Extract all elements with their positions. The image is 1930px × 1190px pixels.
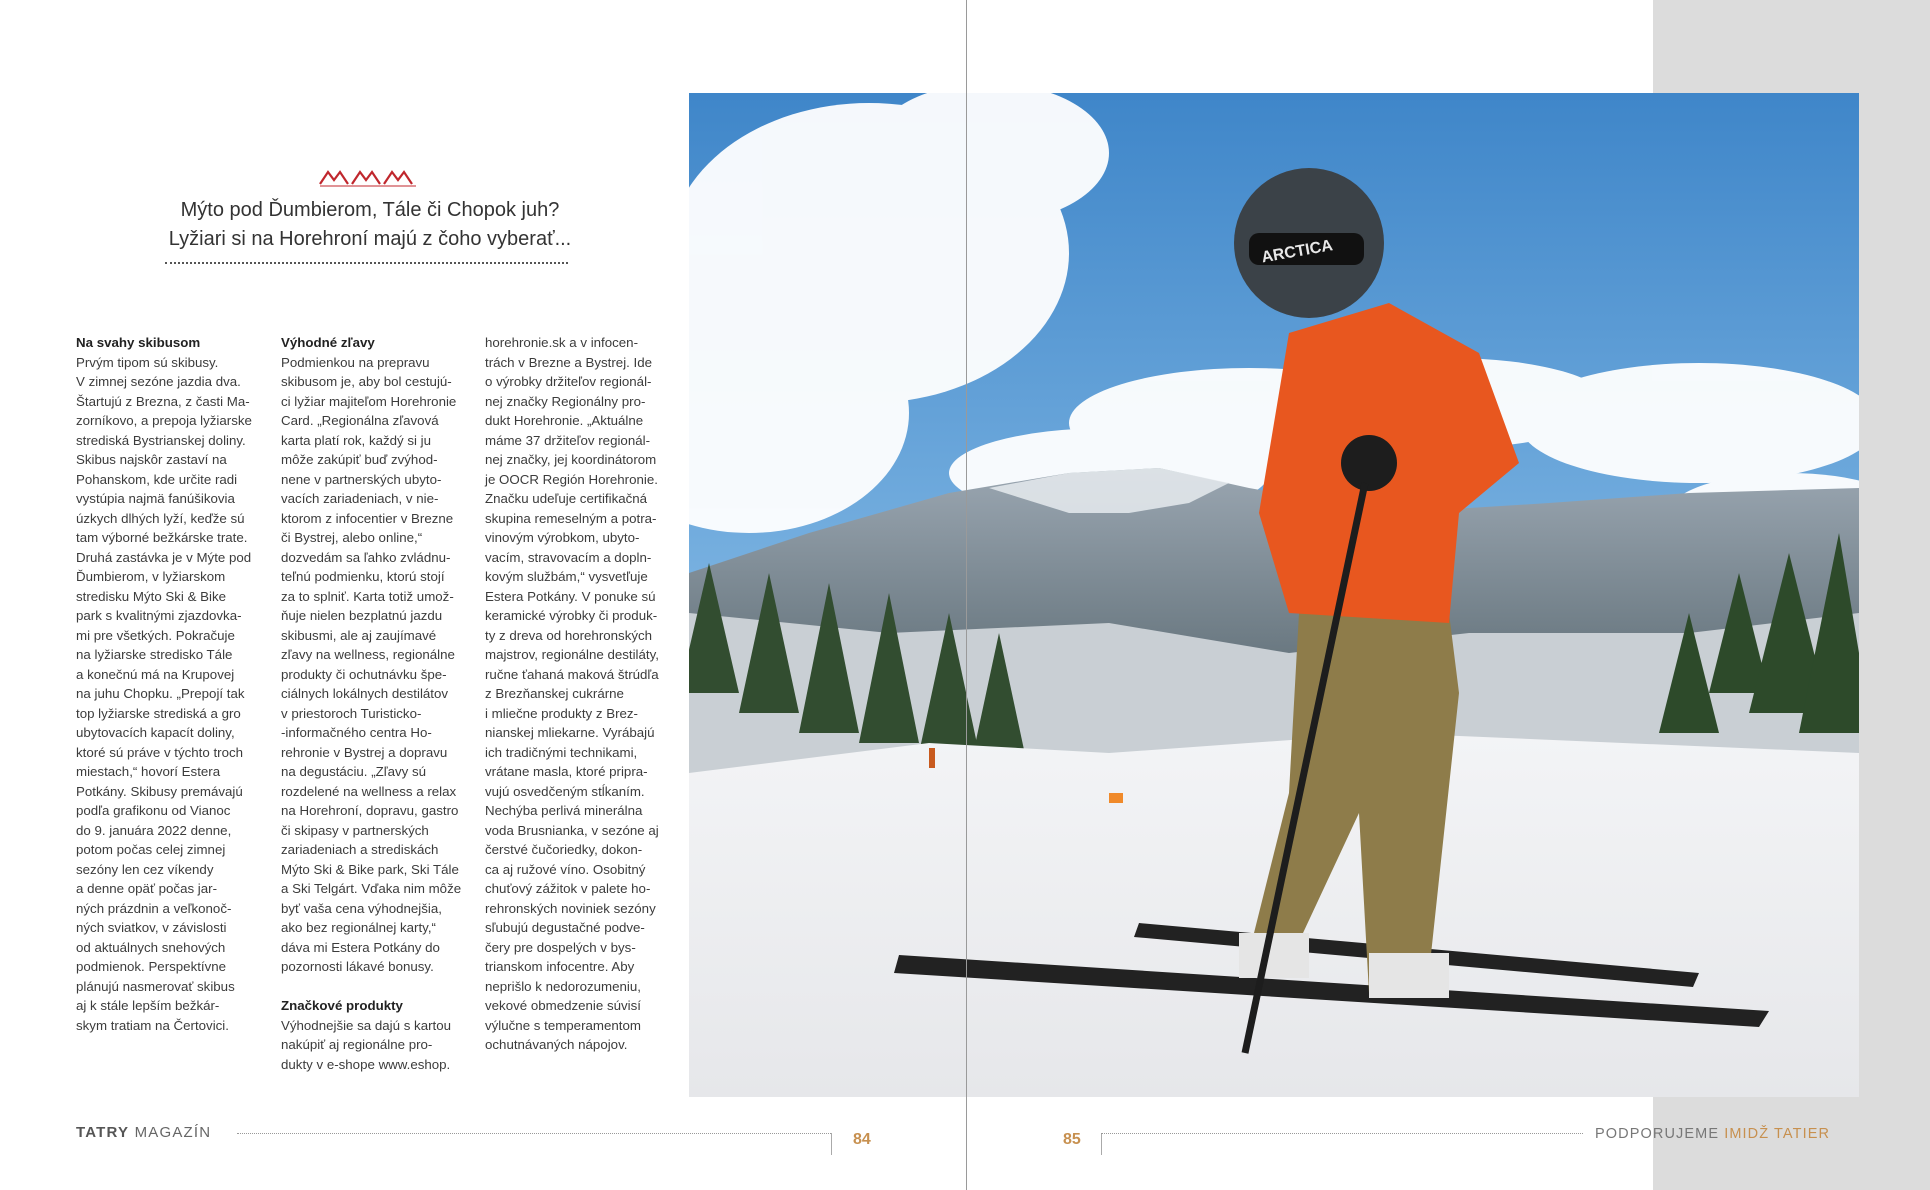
column-text-line: či skipasy v partnerských — [281, 822, 429, 838]
column-text-line: vacích zariadeniach, v nie- — [281, 491, 439, 506]
footer-dotted-rule-left — [237, 1133, 831, 1134]
column-text-line: Pohanskom, kde určite radi — [76, 471, 238, 487]
column-text-line: do 9. januára 2022 denne, — [76, 822, 232, 838]
column-text-line: z Brezňanskej cukrárne — [485, 686, 624, 701]
column-text-line: chuťový zážitok v palete ho- — [485, 881, 651, 896]
column-text-line: ňuje nielen bezplatnú jazdu — [281, 608, 443, 623]
tagline-text: PODPORUJEME — [1595, 1126, 1725, 1142]
column-text-line: o výrobky držiteľov regionál- — [485, 374, 652, 389]
column-text-line: dukt Horehronie. „Aktuálne — [485, 413, 644, 428]
column-text-line: skym tratiam na Čertovici. — [76, 1017, 229, 1033]
column-text-line: vujú osvedčeným stĺkaním. — [485, 783, 645, 799]
column-text-line: nianskej mliekarne. Vyrábajú — [485, 725, 655, 740]
column-text-line: máme 37 držiteľov regionál- — [485, 432, 650, 448]
text-column-1 — [76, 333, 266, 1035]
column-text-line: ciálnych lokálnych destilátov — [281, 686, 449, 701]
column-text-line: ty z dreva od horehronských — [485, 627, 653, 643]
column-text-line: horehronie.sk a v infocen- — [485, 335, 638, 350]
column-text-line: Mýto Ski & Bike park, Ski Tále — [281, 861, 459, 877]
column-subheading: Výhodné zľavy — [281, 335, 375, 350]
column-text-line: čery pre dospelých v bys- — [485, 939, 636, 955]
column-text-line: Výhodnejšie sa dajú s kartou — [281, 1017, 452, 1033]
column-text-line: vacím, stravovacím a dopln- — [485, 549, 652, 565]
column-text-line: skibusom je, aby bol cestujú- — [281, 374, 452, 389]
column-text-line: nej značky Regionálny pro- — [485, 393, 646, 409]
text-column-3 — [485, 333, 675, 1055]
column-text-line: ručne ťahaná maková štrúdľa — [485, 666, 659, 682]
helmet-brand: ARCTICA — [1260, 237, 1335, 267]
column-text-line: Prvým tipom sú skibusy. — [76, 354, 219, 370]
column-text-line: rehronských noviniek sezóny — [485, 900, 656, 916]
brand-light: MAGAZÍN — [129, 1124, 212, 1141]
column-text-line: a denne opäť počas jar- — [76, 881, 218, 896]
column-text-line: na degustáciu. „Zľavy sú — [281, 764, 427, 779]
column-text-line: podľa grafikonu od Vianoc — [76, 803, 231, 818]
column-text-line: za to splniť. Karta totiž umož- — [281, 588, 454, 604]
page-number-right: 85 — [1063, 1131, 1081, 1148]
footer-tagline — [1595, 1126, 1830, 1142]
column-text-line: na Horehroní, dopravu, gastro — [281, 803, 459, 818]
column-text-line: plánujú nasmerovať skibus — [76, 978, 235, 994]
column-text-line: Nechýba perlivá minerálna — [485, 803, 643, 818]
column-text-line: pozornosti lákavé bonusy. — [281, 959, 434, 974]
column-text-line: potom počas celej zimnej — [76, 842, 226, 857]
column-text-line: skupina remeselným a potra- — [485, 510, 657, 526]
column-text-line: úzkych dlhých lyží, keďže sú — [76, 510, 245, 526]
column-text-line: zariadeniach a strediskách — [281, 842, 439, 857]
column-text-line: od aktuálnych snehových — [76, 939, 226, 955]
column-text-line: neprišlo k nedorozumeniu, — [485, 978, 641, 994]
lead-text — [150, 196, 590, 254]
column-text-line: top lyžiarske strediská a gro — [76, 705, 241, 721]
column-text-line: Štartujú z Brezna, z časti Ma- — [76, 393, 250, 409]
column-text-line: na lyžiarske stredisko Tále — [76, 647, 233, 662]
column-subheading: Na svahy skibusom — [76, 335, 201, 350]
column-text-line: Ďumbierom, v lyžiarskom — [76, 569, 226, 584]
column-text-line: výlučne s temperamentom — [485, 1017, 641, 1033]
column-text-line: ich tradičnými technikami, — [485, 744, 638, 760]
column-text-line: mi pre všetkých. Pokračuje — [76, 627, 235, 643]
column-text-line: môže zakúpiť buď zvýhod- — [281, 452, 438, 467]
column-subheading: Značkové produkty — [281, 998, 403, 1013]
lead-line-2: Lyžiari si na Horehroní majú z čoho vyberať... — [168, 228, 572, 250]
column-text-line: ktoré sú práve v týchto troch — [76, 744, 244, 760]
column-text-line: rozdelené na wellness a relax — [281, 783, 457, 799]
column-text-line: a Ski Telgárt. Vďaka nim môže — [281, 881, 462, 896]
column-text-line: dukty v e-shope www.eshop. — [281, 1056, 451, 1072]
column-text-line: strediská Bystrianskej doliny. — [76, 432, 246, 448]
column-text-line: ca aj ružové víno. Osobitný — [485, 861, 646, 877]
column-text-line: ci lyžiar majiteľom Horehronie — [281, 393, 457, 409]
column-text-line: aj k stále lepším bežkár- — [76, 998, 220, 1013]
column-text-line: čerstvé čučoriedky, dokon- — [485, 842, 643, 857]
lead-dotted-rule — [165, 262, 568, 264]
footer-dotted-rule-right — [1101, 1133, 1583, 1134]
spread-gutter — [966, 0, 967, 1190]
column-text-line: podmienok. Perspektívne — [76, 959, 227, 974]
text-column-2 — [281, 333, 471, 1074]
skier-photo — [689, 93, 1859, 1097]
column-text-line: nene v partnerských ubyto- — [281, 471, 442, 487]
column-text-line: Potkány. Skibusy premávajú — [76, 783, 243, 799]
column-text-line: rehronie v Bystrej a dopravu — [281, 744, 448, 760]
column-text-line: -informačného centra Ho- — [281, 725, 432, 740]
column-text-line: sľubujú degustačné podve- — [485, 920, 645, 935]
column-text-line: a konečnú má na Krupovej — [76, 666, 235, 682]
column-text-line: karta platí rok, každý si ju — [281, 432, 432, 448]
column-text-line: majstrov, regionálne destiláty, — [485, 647, 659, 662]
magazine-brand — [76, 1124, 211, 1141]
column-text-line: park s kvalitnými zjazdovka- — [76, 608, 242, 623]
column-text-line: Estera Potkány. V ponuke sú — [485, 588, 656, 604]
column-text-line: produkty či ochutnávku špe- — [281, 666, 447, 682]
column-text-line: či Bystrej, alebo online,“ — [281, 530, 423, 545]
column-text-line: trách v Brezne a Bystrej. Ide — [485, 354, 653, 370]
brand-bold: TATRY — [76, 1124, 130, 1141]
tagline-accent: IMIDŽ TATIER — [1724, 1126, 1831, 1142]
column-text-line: Značku udeľuje certifikačná — [485, 491, 648, 506]
column-text-line: stredisku Mýto Ski & Bike — [76, 588, 227, 604]
column-text-line: V zimnej sezóne jazdia dva. — [76, 374, 241, 389]
column-text-line: keramické výrobky či produk- — [485, 608, 658, 623]
column-text-line: trianskom infocentre. Aby — [485, 959, 635, 974]
column-text-line: ako bez regionálnej karty,“ — [281, 920, 436, 935]
column-text-line: nej značky, jej koordinátorom — [485, 452, 657, 467]
column-text-line: ných prázdnin a veľkonoč- — [76, 900, 232, 916]
column-text-line: je OOCR Región Horehronie. — [485, 471, 658, 487]
column-text-line: ochutnávaných nápojov. — [485, 1037, 628, 1052]
column-text-line: nakúpiť aj regionálne pro- — [281, 1037, 433, 1052]
column-text-line: voda Brusnianka, v sezóne aj — [485, 822, 659, 838]
column-text-line — [281, 977, 471, 997]
column-text-line: tam výborné bežkárske trate. — [76, 530, 248, 545]
column-text-line: dáva mi Estera Potkány do — [281, 939, 440, 955]
column-text-line: vrátane masla, ktoré pripra- — [485, 764, 648, 779]
column-text-line: Skibus najskôr zastaví na — [76, 452, 227, 467]
column-text-line: ných sviatkov, v závislosti — [76, 920, 227, 935]
column-text-line: vekové obmedzenie súvisí — [485, 998, 641, 1013]
column-text-line: sezóny len cez víkendy — [76, 861, 214, 877]
column-text-line: na juhu Chopku. „Prepojí tak — [76, 686, 245, 701]
footer-tick-left — [831, 1133, 832, 1155]
column-text-line: miestach,“ hovorí Estera — [76, 764, 221, 779]
column-text-line: v priestoroch Turisticko- — [281, 705, 422, 721]
column-text-line: Druhá zastávka je v Mýte pod — [76, 549, 252, 565]
column-text-line: kovým službám,“ vysvetľuje — [485, 569, 648, 584]
column-text-line: ktorom z infocentier v Brezne — [281, 510, 454, 526]
column-text-line: ubytovacích kapacít doliny, — [76, 725, 235, 740]
column-text-line: Card. „Regionálna zľavová — [281, 413, 439, 428]
column-text-line: byť vaša cena výhodnejšia, — [281, 900, 442, 916]
column-text-line: zorníkovo, a prepoja lyžiarske — [76, 413, 252, 428]
column-text-line: vinovým výrobkom, ubyto- — [485, 530, 640, 545]
column-text-line: i mliečne produkty z Brez- — [485, 705, 638, 721]
lead-line-1: Mýto pod Ďumbierom, Tále či Chopok juh? — [180, 199, 560, 221]
column-text-line: vystúpia najmä fanúšikovia — [76, 491, 235, 506]
page-number-left: 84 — [853, 1131, 871, 1148]
column-text-line: dozvedám sa ľahko zvládnu- — [281, 549, 451, 565]
footer-tick-right — [1101, 1133, 1102, 1155]
column-text-line: teľnú podmienku, ktorú stojí — [281, 569, 445, 584]
column-text-line: Podmienkou na prepravu — [281, 354, 430, 370]
column-text-line: zľavy na wellness, regionálne — [281, 647, 455, 662]
column-text-line: skibusmi, ale aj zaujímavé — [281, 627, 437, 643]
mountain-ornament-icon — [318, 168, 418, 188]
